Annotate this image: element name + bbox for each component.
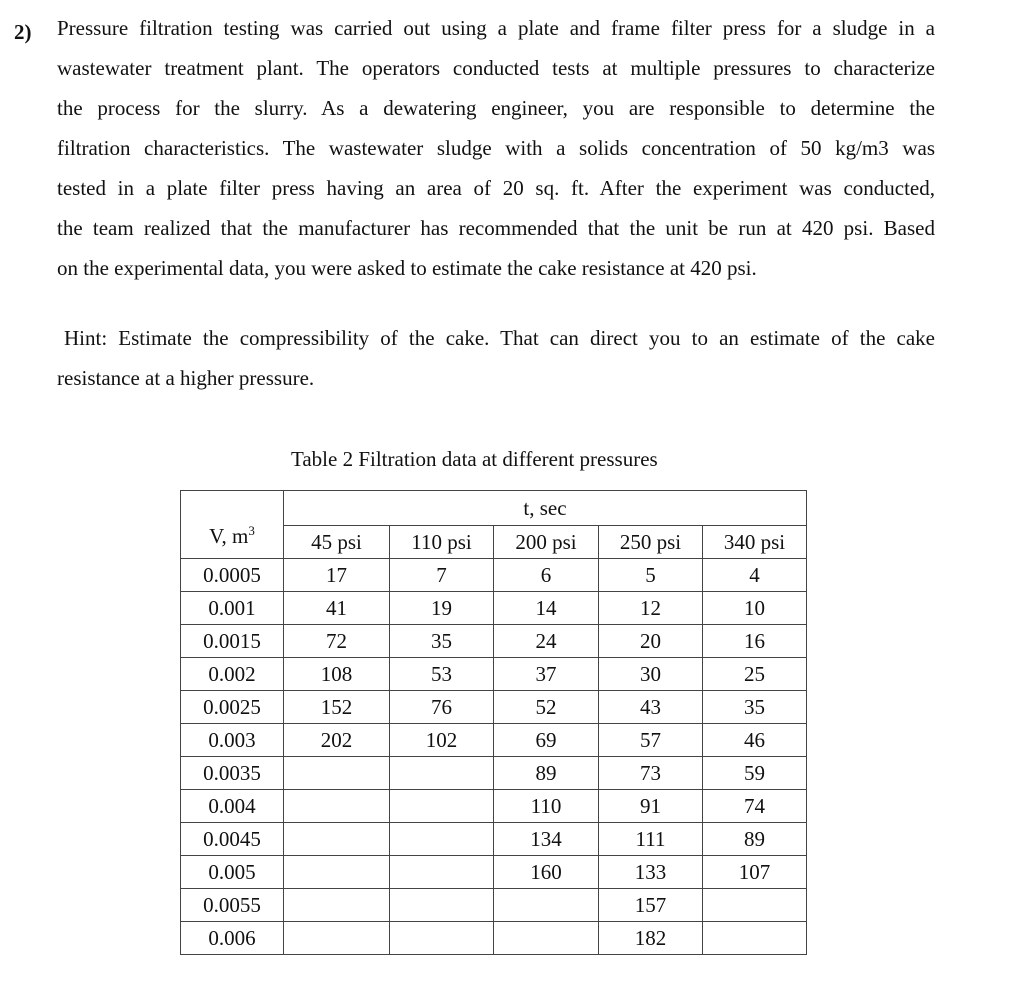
time-cell: 59 [703, 757, 807, 790]
time-cell: 24 [494, 625, 599, 658]
question-line: the team realized that the manufacturer has recommended that the unit be run at 420 psi. Based [57, 216, 935, 240]
volume-cell: 0.0035 [181, 757, 284, 790]
pressure-header: 200 psi [494, 526, 599, 559]
question-line: filtration characteristics. The wastewater sludge with a solids concentration of 50 kg/m3 was [57, 136, 935, 160]
time-cell [703, 889, 807, 922]
volume-cell: 0.006 [181, 922, 284, 955]
pressure-header: 250 psi [599, 526, 703, 559]
time-cell: 111 [599, 823, 703, 856]
time-cell [284, 856, 390, 889]
time-cell [284, 790, 390, 823]
volume-cell: 0.005 [181, 856, 284, 889]
volume-cell: 0.0005 [181, 559, 284, 592]
table-row [181, 856, 807, 889]
time-cell [390, 889, 494, 922]
time-cell [284, 757, 390, 790]
table-row [181, 922, 807, 955]
hint-line: Hint: Estimate the compressibility of the cake. That can direct you to an estimate of the cake [64, 326, 935, 350]
volume-cell: 0.0015 [181, 625, 284, 658]
time-cell: 76 [390, 691, 494, 724]
time-cell: 57 [599, 724, 703, 757]
table-row [181, 889, 807, 922]
time-cell [390, 757, 494, 790]
time-cell: 91 [599, 790, 703, 823]
hint-text [57, 318, 935, 398]
time-cell [703, 922, 807, 955]
question-number: 2) [14, 20, 32, 44]
time-cell: 69 [494, 724, 599, 757]
table-row [181, 757, 807, 790]
time-cell: 5 [599, 559, 703, 592]
question-line: on the experimental data, you were asked to estimate the cake resistance at 420 psi. [57, 256, 757, 280]
time-cell: 16 [703, 625, 807, 658]
time-cell [284, 889, 390, 922]
table-header-row [181, 491, 807, 526]
hint-line: resistance at a higher pressure. [57, 366, 315, 390]
time-cell [390, 823, 494, 856]
time-cell: 72 [284, 625, 390, 658]
time-cell: 110 [494, 790, 599, 823]
table-row [181, 658, 807, 691]
time-cell [390, 922, 494, 955]
volume-cell: 0.001 [181, 592, 284, 625]
time-cell: 157 [599, 889, 703, 922]
question-line: Pressure filtration testing was carried out using a plate and frame filter press for a sludge in a [57, 16, 935, 40]
time-cell: 102 [390, 724, 494, 757]
time-cell: 19 [390, 592, 494, 625]
table-row [181, 724, 807, 757]
time-cell: 152 [284, 691, 390, 724]
time-cell: 53 [390, 658, 494, 691]
pressure-header: 110 psi [390, 526, 494, 559]
time-cell: 17 [284, 559, 390, 592]
time-cell: 30 [599, 658, 703, 691]
pressure-header: 45 psi [284, 526, 390, 559]
time-cell [284, 823, 390, 856]
table-row [181, 625, 807, 658]
time-cell: 4 [703, 559, 807, 592]
time-cell: 182 [599, 922, 703, 955]
time-cell: 14 [494, 592, 599, 625]
volume-column-header [181, 491, 284, 559]
table-row [181, 691, 807, 724]
question-line: the process for the slurry. As a dewatering engineer, you are responsible to determine the [57, 96, 935, 120]
time-cell: 20 [599, 625, 703, 658]
table-row [181, 592, 807, 625]
time-cell: 41 [284, 592, 390, 625]
time-cell [284, 922, 390, 955]
time-cell: 74 [703, 790, 807, 823]
time-cell: 25 [703, 658, 807, 691]
time-cell: 43 [599, 691, 703, 724]
table-row [181, 790, 807, 823]
table-caption: Table 2 Filtration data at different pressures [291, 447, 658, 471]
volume-cell: 0.003 [181, 724, 284, 757]
time-cell: 133 [599, 856, 703, 889]
filtration-data-table [180, 490, 807, 955]
volume-cell: 0.002 [181, 658, 284, 691]
time-cell: 73 [599, 757, 703, 790]
volume-header-text: V, m [209, 524, 249, 548]
question-text [57, 8, 935, 288]
time-cell: 89 [494, 757, 599, 790]
time-cell: 35 [390, 625, 494, 658]
time-column-header: t, sec [284, 491, 807, 526]
time-cell: 35 [703, 691, 807, 724]
volume-cell: 0.0045 [181, 823, 284, 856]
question-line: tested in a plate filter press having an area of 20 sq. ft. After the experiment was conducted, [57, 176, 935, 200]
time-cell [390, 790, 494, 823]
pressure-header: 340 psi [703, 526, 807, 559]
time-cell [390, 856, 494, 889]
volume-cell: 0.0055 [181, 889, 284, 922]
time-cell: 6 [494, 559, 599, 592]
volume-cell: 0.0025 [181, 691, 284, 724]
time-cell: 46 [703, 724, 807, 757]
time-cell [494, 889, 599, 922]
time-cell: 160 [494, 856, 599, 889]
volume-header-exponent: 3 [248, 523, 255, 538]
table-body [181, 559, 807, 955]
time-cell: 89 [703, 823, 807, 856]
volume-cell: 0.004 [181, 790, 284, 823]
time-cell: 7 [390, 559, 494, 592]
time-cell: 134 [494, 823, 599, 856]
table-row [181, 823, 807, 856]
time-cell: 108 [284, 658, 390, 691]
time-cell: 107 [703, 856, 807, 889]
time-cell: 12 [599, 592, 703, 625]
time-cell: 202 [284, 724, 390, 757]
time-cell: 10 [703, 592, 807, 625]
table-row [181, 559, 807, 592]
time-cell: 52 [494, 691, 599, 724]
time-cell: 37 [494, 658, 599, 691]
time-cell [494, 922, 599, 955]
question-line: wastewater treatment plant. The operators conducted tests at multiple pressures to characterize [57, 56, 935, 80]
